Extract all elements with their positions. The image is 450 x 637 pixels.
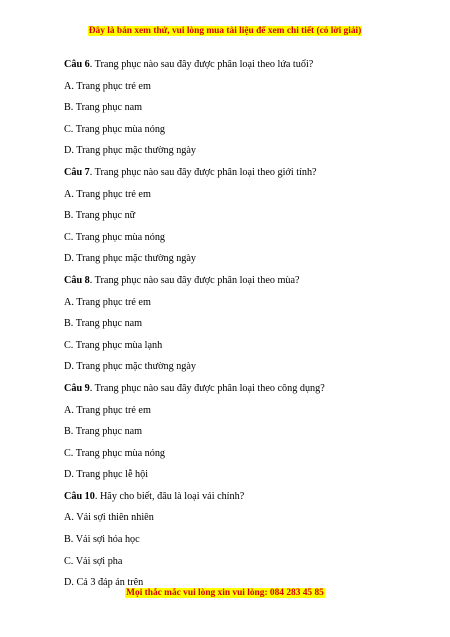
- question-number: Câu 9: [64, 382, 90, 394]
- question-stem: [64, 166, 404, 179]
- answer-option: A. Trang phục trẻ em: [64, 188, 151, 200]
- question-stem: [64, 490, 404, 503]
- answer-option: C. Vải sợi pha: [64, 555, 123, 567]
- answer-option: B. Trang phục nam: [64, 318, 143, 330]
- answer-option: B. Vải sợi hóa học: [64, 534, 140, 546]
- answer-option: A. Trang phục trẻ em: [64, 80, 151, 92]
- answer-option: B. Trang phục nam: [64, 426, 143, 438]
- answer-option: B. Trang phục nữ: [64, 210, 136, 222]
- contact-notice-banner: [0, 587, 450, 599]
- answer-option: D. Cả 3 đáp án trên: [64, 577, 144, 589]
- answer-option: D. Trang phục mặc thường ngày: [64, 253, 197, 265]
- question-text: . Hãy cho biết, đâu là loại vải chính?: [94, 490, 245, 502]
- preview-notice-banner: [0, 25, 450, 37]
- contact-notice-text: Mọi thắc mắc vui lòng xin vui lòng: 084 283 45 85: [126, 588, 324, 598]
- question-text: . Trang phục nào sau đây được phân loại theo giới tính?: [89, 166, 317, 178]
- question-stem: [64, 274, 404, 287]
- answer-option: C. Trang phục mùa nóng: [64, 447, 166, 459]
- question-stem: [64, 58, 404, 71]
- question-number: Câu 7: [64, 166, 90, 178]
- question-text: . Trang phục nào sau đây được phân loại theo công dụng?: [89, 382, 325, 394]
- answer-option: A. Vải sợi thiên nhiên: [64, 512, 154, 524]
- answer-option: B. Trang phục nam: [64, 102, 143, 114]
- question-stem: [64, 382, 404, 395]
- preview-notice-text: Đây là bản xem thử, vui lòng mua tài liệu để xem chi tiết (có lời giải): [88, 26, 362, 36]
- answer-option: D. Trang phục mặc thường ngày: [64, 361, 197, 373]
- answer-option: C. Trang phục mùa nóng: [64, 123, 166, 135]
- answer-option: D. Trang phục mặc thường ngày: [64, 145, 197, 157]
- question-number: Câu 10: [64, 490, 95, 502]
- question-list: [64, 58, 404, 598]
- question-text: . Trang phục nào sau đây được phân loại theo lứa tuổi?: [89, 59, 314, 70]
- answer-option: C. Trang phục mùa nóng: [64, 231, 166, 243]
- answer-option: A. Trang phục trẻ em: [64, 404, 151, 416]
- answer-option: D. Trang phục lễ hội: [64, 469, 149, 481]
- question-number: Câu 6: [64, 59, 90, 70]
- answer-option: C. Trang phục mùa lạnh: [64, 339, 163, 351]
- answer-option: A. Trang phục trẻ em: [64, 296, 151, 308]
- question-number: Câu 8: [64, 274, 90, 286]
- question-text: . Trang phục nào sau đây được phân loại theo mùa?: [89, 274, 300, 286]
